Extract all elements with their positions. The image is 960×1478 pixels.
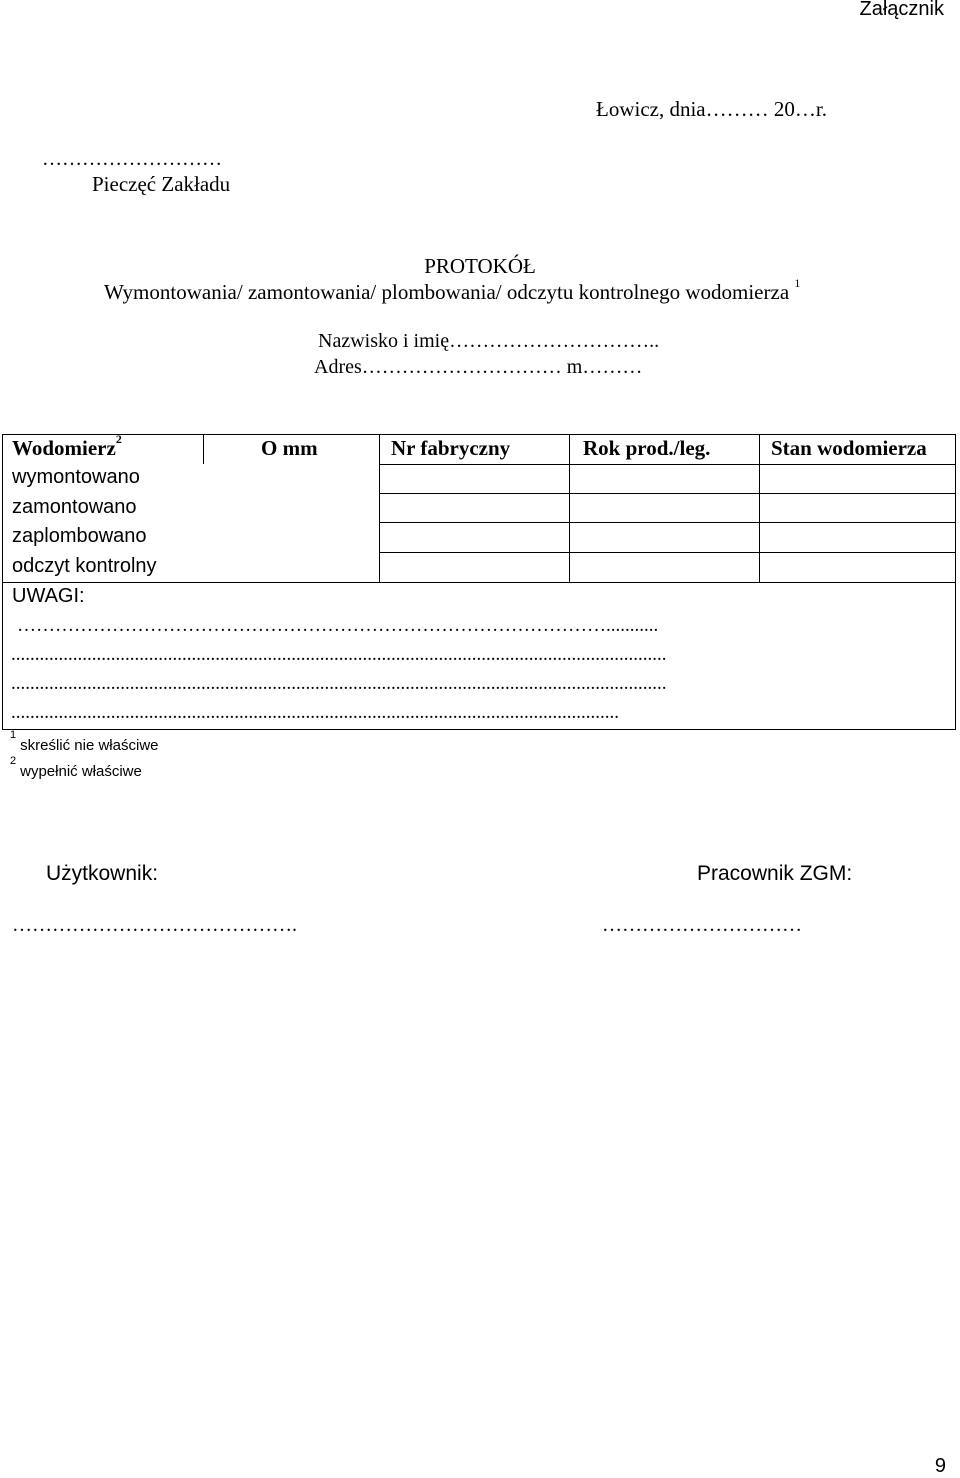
row-label-removed: wymontowano xyxy=(12,466,140,488)
grid-line xyxy=(379,493,955,494)
footnote-2 xyxy=(10,755,142,780)
header-cell-meter xyxy=(12,432,122,461)
remarks-line: ................................................................................................................................ xyxy=(11,702,619,723)
remarks-line: .......................................................................................................................................... xyxy=(11,644,667,665)
page-number: 9 xyxy=(934,1455,946,1477)
row-label-sealed: zaplombowano xyxy=(12,525,147,547)
remarks-line: …………………………………………………………………………………........... xyxy=(17,615,659,636)
remarks-line: .......................................................................................................................................... xyxy=(11,673,667,694)
subtitle-footnote-mark: 1 xyxy=(794,276,801,290)
footnote-text: wypełnić właściwe xyxy=(20,763,142,780)
grid-line xyxy=(759,435,760,582)
header-footnote-mark: 2 xyxy=(115,432,122,446)
worker-signature-label: Pracownik ZGM: xyxy=(697,862,853,885)
document-subtitle xyxy=(104,276,801,305)
grid-line xyxy=(379,464,955,465)
header-cell-diameter: O mm xyxy=(261,436,318,460)
footnote-1 xyxy=(10,729,159,754)
worker-signature-line: ………………………… xyxy=(602,914,802,936)
place-date: Łowicz, dnia……… 20…r. xyxy=(596,97,827,121)
grid-line xyxy=(379,552,955,553)
grid-line xyxy=(379,435,380,582)
footnote-mark: 2 xyxy=(10,755,17,767)
header-cell-year: Rok prod./leg. xyxy=(583,436,711,460)
footnote-text: skreślić nie właściwe xyxy=(20,737,159,754)
stamp-label: Pieczęć Zakładu xyxy=(92,172,231,196)
subtitle-text: Wymontowania/ zamontowania/ plombowania/ odczytu kontrolnego wodomierza xyxy=(104,280,790,304)
grid-line xyxy=(569,435,570,582)
header-label: Wodomierz xyxy=(12,436,116,460)
user-signature-label: Użytkownik: xyxy=(46,862,159,885)
user-signature-line: ……………………………………. xyxy=(12,914,297,936)
grid-line xyxy=(203,435,204,464)
row-label-installed: zamontowano xyxy=(12,496,137,518)
row-label-check-reading: odczyt kontrolny xyxy=(12,555,157,577)
document-title: PROTOKÓŁ xyxy=(424,254,536,278)
footnote-mark: 1 xyxy=(10,729,17,741)
header-cell-state: Stan wodomierza xyxy=(771,436,927,460)
name-field-line: Nazwisko i imię………………………….. xyxy=(318,330,660,352)
stamp-dots: ……………………… xyxy=(42,148,222,170)
grid-line xyxy=(3,582,955,583)
meter-table xyxy=(2,434,956,730)
grid-line xyxy=(379,522,955,523)
address-field-line: Adres………………………… m……… xyxy=(314,356,643,378)
attachment-label: Załącznik xyxy=(859,0,944,20)
header-cell-serial: Nr fabryczny xyxy=(391,436,511,460)
remarks-label: UWAGI: xyxy=(12,585,85,607)
